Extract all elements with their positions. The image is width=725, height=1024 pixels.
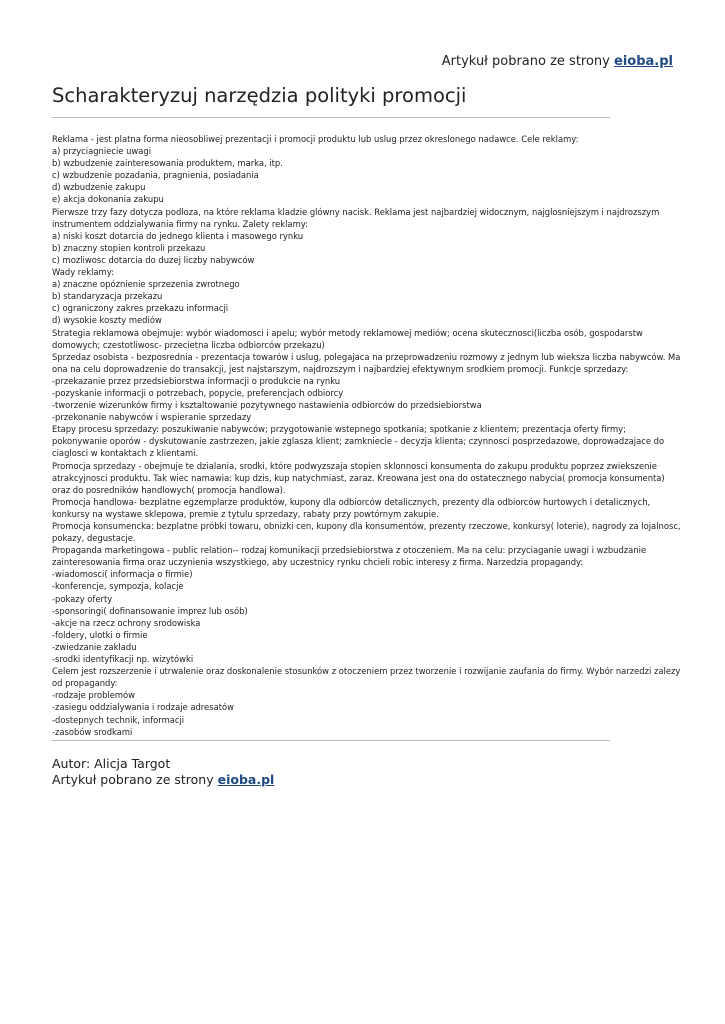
article-line: Wady reklamy: [52,267,114,278]
article-line: -zasobów srodkami [52,726,133,737]
article-line: c) wzbudzenie pozadania, pragnienia, posiadania [52,170,259,181]
article-line: Promocja konsumencka: bezplatne próbki towaru, obnizki cen, kupony dla konsumentów, prezenty rzeczowe, konkursy( loterie), nagrody za lojalnosc, [52,521,681,531]
article-line: -konferencje, sympozja, kolacje [52,581,184,592]
author-line: Autor: Alicja Targot [52,756,171,771]
article-line: -pokazy oferty [52,593,113,604]
article-line: d) wysokie koszty mediów [52,315,162,326]
article-line: -sponsoringi( dofinansowanie imprez lub osób) [52,605,248,616]
article-line: pokonywanie oporów - dyskutowanie zastrzezen, jakie zglasza klient; zamkniecie - decyzja klienta; czynnosci posprzedazowe, doprowadzajace do [52,436,665,447]
article-line: Strategia reklamowa obejmuje: wybór wiadomosci i apelu; wybór metody reklamowej mediów; ocena skutecznosci(liczba osób, gospodarstw [52,327,643,338]
page-title: Scharakteryzuj narzędzia polityki promocji [52,84,467,107]
article-line: domowych; czestotliwosc- przecietna liczba odbiorców przekazu) [52,339,325,350]
header-source-note [442,54,673,69]
article-line: b) znaczny stopien kontroli przekazu [52,242,206,253]
article-line: -srodki identyfikacji np. wizytówki [52,654,194,665]
footer-source-note [52,772,274,787]
article-line: Propaganda marketingowa - public relation-- rodzaj komunikacji przedsiebiorstwa z otoczeniem. Ma na celu: przyciaganie uwagi i wzbudzanie [52,545,647,556]
title-divider [52,117,610,118]
article-line: Celem jest rozszerzenie i utrwalenie oraz doskonalenie stosunków z otoczeniem przez tworzenie i rozwijanie zaufania do firmy. Wybór narzedzi zalezy [52,666,681,677]
article-line: zainteresowania firma oraz uczynienia wszystkiego, aby uczestnicy rynku chcieli robic interesy z firma. Narzedzia propagandy: [52,557,584,568]
article-line: a) niski koszt dotarcia do jednego klienta i masowego rynku [52,230,304,241]
article-line: -dostepnych technik, informacji [52,714,185,725]
article-line: -przekazanie przez przedsiebiorstwa informacji o produkcie na rynku [52,375,341,386]
article-line: instrumentem oddzialywania firmy na rynku. Zalety reklamy: [52,218,308,229]
article-line: konkursy na wystawe sklepowa, premie z tytulu sprzedazy, rabaty przy powtórnym zakupie. [52,508,439,519]
footer-source-link[interactable]: eioba.pl [217,772,275,787]
article-line: d) wzbudzenie zakupu [52,182,146,193]
article-line: -przekonanie nabywców i wspieranie sprzedazy [52,412,252,423]
article-line: ciaglosci w kontaktach z klientami. [52,448,199,459]
header-source-text: Artykuł pobrano ze strony [441,54,610,69]
article-line: a) przyciagniecie uwagi [52,146,152,157]
article-line: -pozyskanie informacji o potrzebach, popycie, preferencjach odbiorcy [52,387,344,398]
article-line: c) mozliwosc dotarcia do duzej liczby nabywców [52,254,255,265]
article-line: a) znaczne opóznienie sprzezenia zwrotnego [52,279,240,290]
article-line: Promocja sprzedazy - obejmuje te dzialania, srodki, które podwyzszaja stopien sklonnosci konsumenta do zakupu produktu poprzez zwiekszenie [52,460,657,471]
article-body [52,133,681,738]
article-line: Promocja handlowa- bezplatne egzemplarze produktów, kupony dla odbiorców detalicznych, prezenty dla odbiorców hurtowych i detalicznych, [52,496,651,507]
article-line: -zasiegu oddzialywania i rodzaje adresatów [52,702,234,713]
article-line: -wiadomosci( informacja o firmie) [52,569,193,580]
article-line: b) wzbudzenie zainteresowania produktem, marka, itp. [52,158,283,169]
article-line: e) akcja dokonania zakupu [52,194,164,205]
footer-source-text: Artykuł pobrano ze strony [52,772,214,787]
article-line: Pierwsze trzy fazy dotycza podloza, na które reklama kladzie glówny nacisk. Reklama jest najbardziej widocznym, najglosniejszym i najdrozszym [52,206,660,217]
article-line: od propagandy: [52,678,118,689]
article-line: atrakcyjnosci produktu. Tak wiec namawia: kup dzis, kup natychmiast, zaraz. Kreowana jest ona do ostatecznego nabycia( promocja konsumenta) [52,472,665,483]
article-line: -foldery, ulotki o firmie [52,629,148,640]
article-line: Sprzedaz osobista - bezposrednia - prezentacja towarów i uslug, polegajaca na przeprowadzeniu rozmowy z jednym lub wieksza liczba nabywców. Ma [52,351,681,362]
article-line: -rodzaje problemów [52,690,136,701]
article-line: Etapy procesu sprzedazy: poszukiwanie nabywców; przygotowanie wstepnego spotkania; spotkanie z klientem; prezentacja oferty firmy; [52,424,626,435]
article-line: pokazy, degustacje. [52,533,136,544]
article-line: ona na celu doprowadzenie do transakcji, jest najstarszym, najdrozszym i najbardziej efektywnym srodkiem promocji. Funkcje sprzedazy: [52,363,629,374]
article-line: -zwiedzanie zakladu [52,641,137,652]
article-line: -akcje na rzecz ochrony srodowiska [52,617,201,628]
article-line: b) standaryzacja przekazu [52,291,163,302]
article-line: Reklama - jest platna forma nieosobliwej prezentacji i promocji produktu lub uslug przez okreslonego nadawce. Cele reklamy: [52,134,579,144]
article-line: -tworzenie wizerunków firmy i ksztaltowanie pozytywnego nastawienia odbiorców do przedsiebiorstwa [52,400,482,411]
footer-divider [52,740,610,741]
header-source-link[interactable]: eioba.pl [614,54,673,69]
article-line: oraz do posredników handlowych( promocja handlowa). [52,484,286,495]
article-line: c) ograniczony zakres przekazu informacji [52,303,229,314]
